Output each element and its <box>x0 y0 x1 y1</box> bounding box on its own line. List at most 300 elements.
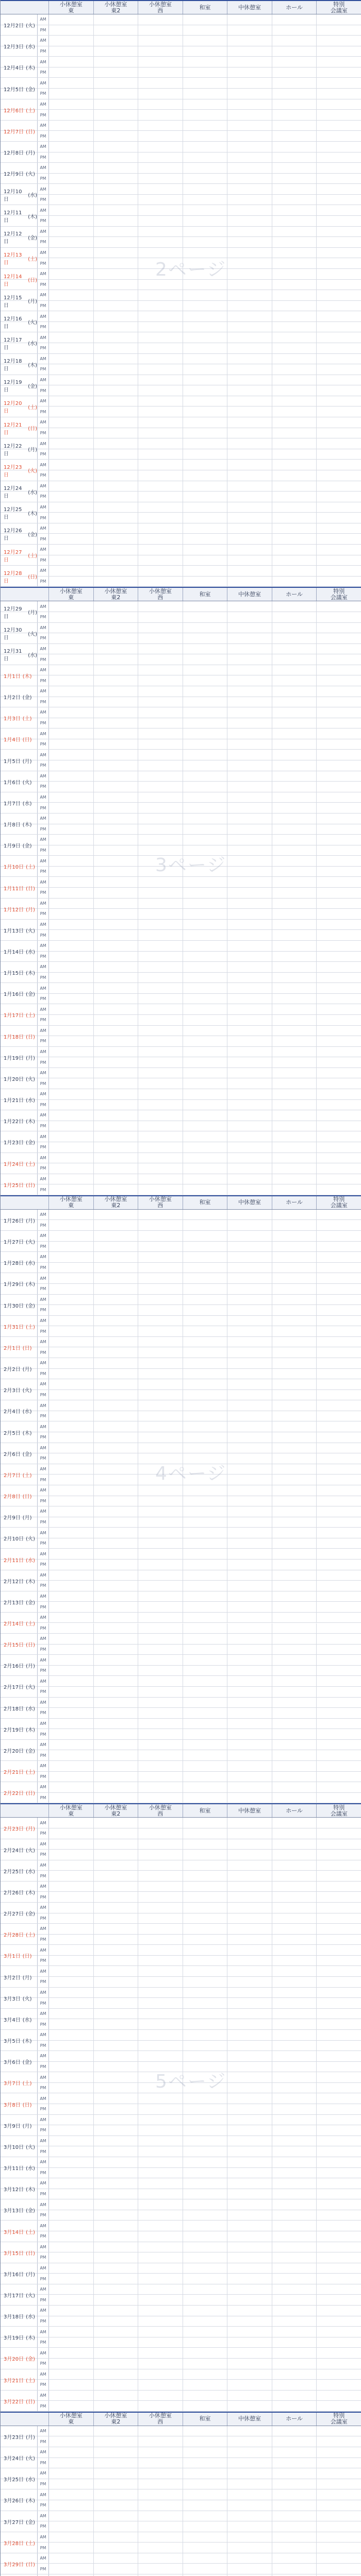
table-row <box>1 2051 361 2066</box>
slot-cell <box>227 2401 272 2411</box>
slot-cell <box>94 665 139 675</box>
table-row <box>1 2316 361 2327</box>
slot-cell <box>94 867 139 877</box>
header-room-label: 西 <box>157 594 163 601</box>
slot-cell <box>272 1560 317 1570</box>
slot-cell <box>272 2072 317 2082</box>
slot-cell <box>94 1153 139 1163</box>
slot-cell <box>227 205 272 215</box>
slot-cell <box>138 1496 183 1506</box>
slot-cell <box>49 1453 94 1464</box>
slot-cell <box>94 888 139 898</box>
slot-cell <box>138 952 183 962</box>
slot-cell <box>272 1432 317 1443</box>
slot-cell <box>183 728 228 739</box>
table-row <box>1 2178 361 2193</box>
table-row <box>1 1924 361 1939</box>
header-date-cell <box>1 588 49 601</box>
ampm-cell: AM <box>38 2263 49 2274</box>
ampm-cell: PM <box>38 110 49 120</box>
slot-cell <box>94 1871 139 1881</box>
slot-cell <box>317 1089 361 1099</box>
date-label: 1月14日 <box>4 950 24 955</box>
slot-cell <box>138 142 183 152</box>
slot-cell <box>49 237 94 247</box>
ampm-cell: AM <box>38 1153 49 1163</box>
slot-cell <box>272 2189 317 2199</box>
slot-cell <box>94 248 139 258</box>
slot-cell <box>138 195 183 205</box>
slot-cell <box>317 14 361 25</box>
slot-cell <box>183 952 228 962</box>
ampm-cell: AM <box>38 1004 49 1014</box>
ampm-cell: PM <box>38 1793 49 1803</box>
slot-cell <box>138 1273 183 1283</box>
slot-cell <box>183 248 228 258</box>
date-label: 1月11日 <box>4 886 24 892</box>
slot-cell <box>138 1591 183 1602</box>
slot-cell <box>317 1174 361 1184</box>
slot-cell <box>94 237 139 247</box>
slot-cell <box>138 697 183 707</box>
slot-cell <box>227 983 272 993</box>
slot-cell <box>227 1892 272 1902</box>
slot-cell <box>317 845 361 856</box>
slot-cell <box>138 1284 183 1294</box>
slot-cell <box>49 385 94 396</box>
slot-cell <box>183 290 228 300</box>
table-row <box>1 1110 361 1125</box>
slot-cell <box>272 1036 317 1046</box>
weekday-label: (木) <box>26 1890 35 1896</box>
table-row <box>1 1421 361 1436</box>
slot-cell <box>138 396 183 406</box>
slot-cell <box>138 739 183 750</box>
slot-cell <box>49 375 94 385</box>
table-row <box>1 1432 361 1443</box>
ampm-cell: AM <box>38 1528 49 1538</box>
ampm-cell: PM <box>38 2125 49 2136</box>
slot-cell <box>138 1871 183 1881</box>
slot-cell <box>317 1347 361 1358</box>
table-row <box>1 1121 361 1132</box>
weekday-label: (火) <box>26 23 35 29</box>
slot-cell <box>227 1772 272 1782</box>
slot-cell <box>49 675 94 686</box>
slot-cell <box>227 375 272 385</box>
slot-cell <box>49 1850 94 1860</box>
slot-cell <box>94 25 139 36</box>
slot-cell <box>49 1036 94 1046</box>
slot-cell <box>272 1793 317 1803</box>
slot-cell <box>227 258 272 268</box>
ampm-cell: AM <box>38 1740 49 1750</box>
slot-cell <box>94 1666 139 1676</box>
slot-cell <box>183 2199 228 2210</box>
slot-cell <box>317 1966 361 1976</box>
header-room-label: 特別 <box>333 1804 345 1811</box>
table-row <box>1 301 361 312</box>
date-label: 12月28日 <box>4 570 22 584</box>
slot-cell <box>183 513 228 523</box>
slot-cell <box>94 1903 139 1913</box>
slot-cell <box>94 1892 139 1902</box>
slot-cell <box>317 2447 361 2458</box>
slot-cell <box>49 513 94 523</box>
slot-cell <box>272 502 317 513</box>
slot-cell <box>138 1698 183 1708</box>
slot-cell <box>49 1871 94 1881</box>
slot-cell <box>272 2327 317 2337</box>
slot-cell <box>227 1263 272 1273</box>
slot-cell <box>183 1666 228 1676</box>
slot-cell <box>272 962 317 972</box>
weekday-label: (金) <box>28 383 37 389</box>
slot-cell <box>94 1591 139 1602</box>
slot-cell <box>49 2369 94 2380</box>
table-row <box>1 1570 361 1585</box>
slot-cell <box>227 930 272 940</box>
slot-cell <box>49 2274 94 2284</box>
slot-cell <box>94 1026 139 1036</box>
slot-cell <box>138 110 183 120</box>
slot-cell <box>138 2210 183 2221</box>
slot-cell <box>94 1464 139 1475</box>
table-row <box>1 1761 361 1776</box>
slot-cell <box>227 1305 272 1315</box>
date-label: 2月6日 <box>4 1451 21 1458</box>
weekday-label: (月) <box>26 907 35 913</box>
slot-cell <box>272 2532 317 2543</box>
slot-cell <box>138 1163 183 1174</box>
slot-cell <box>94 280 139 290</box>
slot-cell <box>49 750 94 760</box>
slot-cell <box>272 1026 317 1036</box>
slot-cell <box>183 343 228 353</box>
slot-cell <box>138 1761 183 1771</box>
slot-cell <box>272 1924 317 1934</box>
weekday-label: (月) <box>22 1515 32 1521</box>
table-row <box>1 1089 361 1104</box>
ampm-cell: AM <box>38 290 49 300</box>
ampm-cell: AM <box>38 1761 49 1771</box>
slot-cell <box>49 867 94 877</box>
slot-cell <box>183 1485 228 1496</box>
slot-cell <box>272 2210 317 2221</box>
slot-cell <box>317 1892 361 1902</box>
slot-cell <box>272 417 317 428</box>
slot-cell <box>138 1174 183 1184</box>
slot-cell <box>138 1977 183 1987</box>
slot-cell <box>272 513 317 523</box>
slot-cell <box>94 428 139 438</box>
slot-cell <box>138 121 183 131</box>
header-room-label: 中休憩室 <box>238 1199 261 1206</box>
slot-cell <box>272 2242 317 2252</box>
slot-cell <box>272 2543 317 2553</box>
slot-cell <box>183 2500 228 2511</box>
slot-cell <box>227 2426 272 2436</box>
header-room-label: 東2 <box>111 2418 121 2426</box>
slot-cell <box>317 163 361 173</box>
table-row <box>1 237 361 248</box>
ampm-cell: PM <box>38 1305 49 1315</box>
table-row <box>1 920 361 934</box>
slot-cell <box>94 2242 139 2252</box>
slot-cell <box>183 555 228 566</box>
slot-cell <box>227 2093 272 2104</box>
table-row <box>1 1828 361 1839</box>
slot-cell <box>317 417 361 428</box>
slot-cell <box>317 1655 361 1665</box>
slot-cell <box>272 1496 317 1506</box>
header-room-label: 特別 <box>333 587 345 595</box>
weekday-label: (土) <box>22 716 32 722</box>
weekday-label: (日) <box>26 1642 35 1649</box>
ampm-cell: AM <box>38 2072 49 2082</box>
slot-cell <box>49 1131 94 1142</box>
slot-cell <box>49 633 94 643</box>
header-room-label: 特別 <box>333 1196 345 1203</box>
slot-cell <box>227 1850 272 1860</box>
slot-cell <box>138 1026 183 1036</box>
ampm-cell: AM <box>38 1252 49 1262</box>
slot-cell <box>138 280 183 290</box>
ampm-cell: PM <box>38 2168 49 2178</box>
slot-cell <box>49 1184 94 1195</box>
slot-cell <box>138 513 183 523</box>
header-room-cell <box>227 1196 272 1209</box>
slot-cell <box>94 2168 139 2178</box>
slot-cell <box>94 2436 139 2447</box>
table-row <box>1 962 361 977</box>
slot-cell <box>94 1687 139 1697</box>
header-room-label: 東2 <box>111 1810 121 1817</box>
table-row <box>1 2458 361 2469</box>
weekday-label: (金) <box>26 1140 35 1146</box>
slot-cell <box>227 545 272 555</box>
slot-cell <box>49 2401 94 2411</box>
slot-cell <box>183 523 228 534</box>
slot-cell <box>94 1945 139 1955</box>
slot-cell <box>94 1210 139 1220</box>
slot-cell <box>183 1570 228 1581</box>
slot-cell <box>94 110 139 120</box>
slot-cell <box>183 1538 228 1549</box>
slot-cell <box>94 513 139 523</box>
ampm-cell: PM <box>38 237 49 247</box>
slot-cell <box>183 2426 228 2436</box>
slot-cell <box>227 1506 272 1517</box>
slot-cell <box>49 1174 94 1184</box>
weekday-label: (水) <box>26 44 35 50</box>
slot-cell <box>49 824 94 835</box>
slot-cell <box>138 909 183 919</box>
slot-cell <box>138 1432 183 1443</box>
slot-cell <box>49 2019 94 2029</box>
slot-cell <box>49 1719 94 1729</box>
slot-cell <box>272 1782 317 1792</box>
date-label: 3月24日 <box>4 2456 24 2462</box>
table-row <box>1 686 361 701</box>
slot-cell <box>272 470 317 481</box>
slot-cell <box>183 142 228 152</box>
table-row <box>1 343 361 354</box>
header-room-cell <box>183 2413 228 2426</box>
table-row <box>1 2468 361 2483</box>
table-row <box>1 1163 361 1174</box>
table-row <box>1 1316 361 1330</box>
slot-cell <box>183 718 228 728</box>
slot-cell <box>317 280 361 290</box>
slot-cell <box>227 1379 272 1389</box>
slot-cell <box>138 920 183 930</box>
date-label: 12月23日 <box>4 464 22 478</box>
slot-cell <box>183 1634 228 1644</box>
header-date-cell <box>1 1196 49 1209</box>
ampm-cell: PM <box>38 1015 49 1025</box>
date-label: 12月12日 <box>4 231 22 245</box>
slot-cell <box>317 523 361 534</box>
slot-cell <box>138 237 183 247</box>
slot-cell <box>138 962 183 972</box>
slot-cell <box>317 1496 361 1506</box>
table-row <box>1 1210 361 1224</box>
date-label: 1月19日 <box>4 1055 24 1061</box>
table-row <box>1 899 361 913</box>
ampm-cell: AM <box>38 962 49 972</box>
slot-cell <box>272 973 317 983</box>
slot-cell <box>183 502 228 513</box>
slot-cell <box>138 1988 183 1998</box>
table-row <box>1 1538 361 1549</box>
slot-cell <box>49 1153 94 1163</box>
slot-cell <box>272 1100 317 1110</box>
date-label: 3月26日 <box>4 2498 24 2504</box>
ampm-cell: AM <box>38 36 49 46</box>
slot-cell <box>94 2115 139 2125</box>
slot-cell <box>317 364 361 375</box>
slot-cell <box>183 2436 228 2447</box>
slot-cell <box>49 1645 94 1655</box>
slot-cell <box>272 2009 317 2019</box>
slot-cell <box>49 110 94 120</box>
table-row <box>1 577 361 587</box>
slot-cell <box>227 2189 272 2199</box>
slot-cell <box>49 2511 94 2521</box>
slot-cell <box>94 142 139 152</box>
table-row <box>1 1666 361 1676</box>
slot-cell <box>183 1945 228 1955</box>
ampm-cell: PM <box>38 385 49 396</box>
date-label: 3月20日 <box>4 2357 24 2363</box>
slot-cell <box>183 2093 228 2104</box>
table-row <box>1 2274 361 2284</box>
slot-cell <box>227 1560 272 1570</box>
slot-cell <box>94 555 139 566</box>
date-label: 12月5日 <box>4 87 24 93</box>
slot-cell <box>138 1782 183 1792</box>
table-row <box>1 1850 361 1860</box>
slot-cell <box>317 2306 361 2316</box>
slot-cell <box>183 973 228 983</box>
slot-cell <box>49 481 94 492</box>
weekday-label: (金) <box>26 1911 35 1918</box>
slot-cell <box>49 1882 94 1892</box>
weekday-label: (月) <box>26 150 35 157</box>
weekday-label: (月) <box>22 2123 32 2129</box>
header-room-label: ホール <box>286 1199 303 1206</box>
date-label: 3月7日 <box>4 2081 21 2087</box>
slot-cell <box>272 1772 317 1782</box>
slot-cell <box>94 1485 139 1496</box>
slot-cell <box>138 1903 183 1913</box>
slot-cell <box>138 577 183 587</box>
slot-cell <box>317 110 361 120</box>
table-row <box>1 2263 361 2278</box>
slot-cell <box>317 1142 361 1153</box>
ampm-cell: AM <box>38 2369 49 2380</box>
slot-cell <box>272 25 317 36</box>
slot-cell <box>227 1390 272 1400</box>
slot-cell <box>138 1966 183 1976</box>
slot-cell <box>183 2316 228 2327</box>
slot-cell <box>183 2521 228 2532</box>
ampm-cell: PM <box>38 1517 49 1528</box>
ampm-cell: AM <box>38 2391 49 2401</box>
slot-cell <box>49 46 94 57</box>
ampm-cell: PM <box>38 470 49 481</box>
header-room-cell <box>317 2413 361 2426</box>
ampm-cell: AM <box>38 57 49 67</box>
slot-cell <box>272 534 317 544</box>
slot-cell <box>49 14 94 25</box>
table-row <box>1 930 361 941</box>
slot-cell <box>272 644 317 654</box>
slot-cell <box>317 835 361 845</box>
slot-cell <box>272 994 317 1004</box>
ampm-cell: AM <box>38 227 49 237</box>
slot-cell <box>94 1036 139 1046</box>
date-label: 2月20日 <box>4 1748 24 1754</box>
slot-cell <box>317 2369 361 2380</box>
slot-cell <box>138 2252 183 2263</box>
slot-cell <box>272 1163 317 1174</box>
slot-cell <box>183 1131 228 1142</box>
ampm-cell: PM <box>38 449 49 460</box>
slot-cell <box>94 1581 139 1591</box>
slot-cell <box>94 290 139 300</box>
slot-cell <box>138 1623 183 1634</box>
slot-cell <box>227 1496 272 1506</box>
slot-cell <box>94 1131 139 1142</box>
date-label: 1月26日 <box>4 1218 24 1224</box>
slot-cell <box>317 2511 361 2521</box>
slot-cell <box>227 1945 272 1955</box>
slot-cell <box>227 1998 272 2008</box>
date-label: 3月25日 <box>4 2477 24 2483</box>
slot-cell <box>49 1793 94 1803</box>
ampm-cell: PM <box>38 1560 49 1570</box>
slot-cell <box>49 1892 94 1902</box>
slot-cell <box>94 460 139 470</box>
ampm-cell: PM <box>38 2543 49 2553</box>
slot-cell <box>49 1110 94 1121</box>
slot-cell <box>272 67 317 78</box>
ampm-cell: PM <box>38 2019 49 2029</box>
slot-cell <box>138 2009 183 2019</box>
ampm-cell: AM <box>38 1337 49 1347</box>
